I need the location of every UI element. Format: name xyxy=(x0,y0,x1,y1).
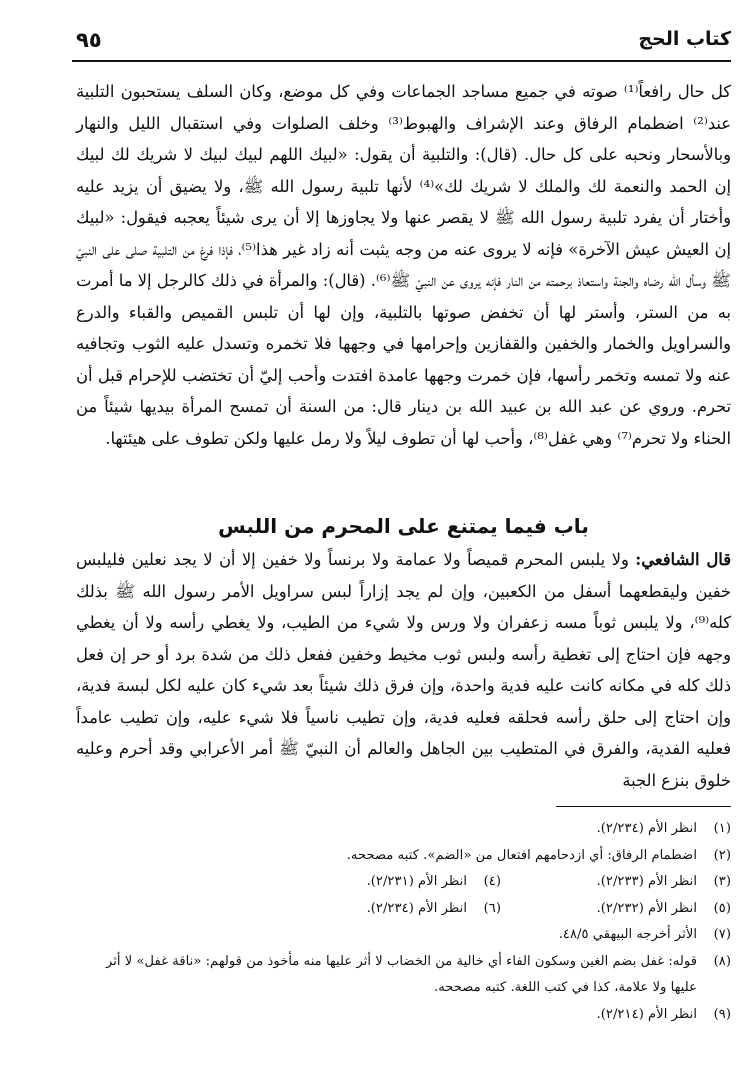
main-text xyxy=(76,76,731,496)
footnote xyxy=(501,896,731,923)
footnote-pair xyxy=(76,896,731,923)
footnote xyxy=(76,816,731,843)
speaker-label: قال الشافعي: xyxy=(635,550,731,569)
footnote xyxy=(76,922,731,949)
footnotes xyxy=(76,816,731,1028)
footnote-pair xyxy=(76,869,731,896)
footnote xyxy=(271,896,501,923)
paragraph-2 xyxy=(76,544,731,790)
footnote xyxy=(76,949,731,1002)
section-body xyxy=(76,544,731,790)
footnote-number: (٤) xyxy=(483,874,501,889)
footnote-text: انظر الأم (٢/٢١٤). xyxy=(596,1006,697,1022)
paragraph-1: كل حال رافعاً⁽¹⁾ صوته في جميع مساجد الجماعات وفي كل موضع، وكان السلف يستحبون التلبية عند⁽²⁾ اضطمام الرفاق وعند الإشراف والهبوط⁽³⁾ وخلف الصلوات وفي استقبال الليل والنهار وبالأسحار ونحبه على كل حال. (قال): والتلبية أن يقول: «لبيك اللهم لبيك لبيك لا شريك لك لبيك إن الحمد والنعمة لك والملك لا شريك لك»⁽⁴⁾ لأنها تلبية رسول الله ﷺ، ولا يضيق أن يزيد عليه وأختار أن يفرد تلبية رسول الله ﷺ لا يقصر عنها ولا يجاوزها إلا أن يرى شيئاً يعجبه فيقول: «لبيك إن العيش عيش الآخرة» فإنه لا يروى عنه من وجه يثبت أنه زاد غير هذا⁽⁵⁾، فإذا فرغ من التلبية صلى على النبيّ ﷺ وسأل الله رضاه والجنة واستعاذ برحمته من النار فإنه يروى عن النبيّ ﷺ⁽⁶⁾. (قال): والمرأة في ذلك كالرجل إلا ما أمرت به من الستر، وأستر لها أن تخفض صوتها بالتلبية، وإن لها أن تلبس القميص والقباء والدرع والسراويل والخمار والخفين والقفازين وإحرامها في وجهها فلا تخمره وتسدل عليه الثوب وتجافيه عنه ولا تمسه وتخمر رأسها، فإن خمرت وجهها عامدة افتدت وأحب إليّ أن تختضب للإحرام قبل أن تحرم. وروي عن عبد الله بن عبيد الله بن دينار قال: من السنة أن تمسح المرأة بيديها شيئاً من الحناء ولا تحرم⁽⁷⁾ وهي غفل⁽⁸⁾، وأحب لها أن تطوف ليلاً ولا رمل عليها ولكن تطوف على هيئتها. xyxy=(76,82,732,448)
book-title: كتاب الحج xyxy=(638,28,731,50)
footnote-text: انظر الأم (٢/٢٣٣). xyxy=(596,874,697,889)
footnote xyxy=(501,869,731,896)
footnote-number: (٨) xyxy=(713,953,731,969)
footnote-number: (١) xyxy=(713,821,731,836)
footnote-number: (٢) xyxy=(713,847,731,863)
footnote-text: انظر الأم (٢/٢٣٢). xyxy=(596,900,697,916)
footnote-text: قوله: غفل بضم الغين وسكون الفاء أي خالية من الخضاب لا أثر عليها منه مأخوذ من قولهم: «ناقة غفل» لا أثر عليها ولا علامة، كذا في كتب اللغة. كتبه مصححه. xyxy=(105,953,697,995)
footnote xyxy=(76,843,731,870)
footnote-divider xyxy=(556,806,731,807)
footnote-text: انظر الأم (٢/٢٣١). xyxy=(366,874,467,889)
footnote-number: (٥) xyxy=(713,900,731,916)
footnote-text: انظر الأم (٢/٢٣٤). xyxy=(596,821,697,836)
page-header xyxy=(72,26,731,62)
footnote-number: (٦) xyxy=(483,900,501,916)
section-title: باب فيما يمتنع على المحرم من اللبس xyxy=(218,514,589,538)
footnote-text: انظر الأم (٢/٢٣٤). xyxy=(366,900,467,916)
footnote-text: اضطمام الرفاق: أي ازدحامهم افتعال من «الضم». كتبه مصححه. xyxy=(346,847,697,863)
footnote xyxy=(271,869,501,896)
footnote-number: (٩) xyxy=(713,1006,731,1022)
footnote-text: الأثر أخرجه البيهقي ٤٨/٥. xyxy=(558,927,697,942)
footnote-number: (٣) xyxy=(713,874,731,889)
footnote-number: (٧) xyxy=(713,927,731,942)
page-number: ٩٥ xyxy=(76,28,102,52)
footnote xyxy=(76,1002,731,1029)
paragraph-2-text: ولا يلبس المحرم قميصاً ولا عمامة ولا برنساً ولا خفين إلا أن لا يجد نعلين فليلبس خفين وليقطعهما أسفل من الكعبين، وإن لم يجد إزاراً لبس سراويل الأمر رسول الله ﷺ بذلك كله⁽⁹⁾، ولا يلبس ثوباً مسه زعفران ولا ورس ولا شيء من الطيب، ولا يغطي رأسه ولا أن يغطي وجهه فإن احتاج إلى تغطية رأسه ولبس ثوب مخيط وخفين ففعل ذلك من شدة برد أو حر إن فعل ذلك كله في مكانه كانت عليه فدية واحدة، وإن فرق ذلك شيئاً بعد شيء كان عليه لكل لبسة فدية، وإن احتاج إلى حلق رأسه فحلقه فعليه فدية، وإن تطيب ناسياً فلا شيء عليه، وإن تطيب عامداً فعليه الفدية، والفرق في المتطيب بين الجاهل والعالم أن النبيّ ﷺ أمر الأعرابي وقد أحرم وعليه خلوق بنزع الجبة xyxy=(76,550,731,790)
